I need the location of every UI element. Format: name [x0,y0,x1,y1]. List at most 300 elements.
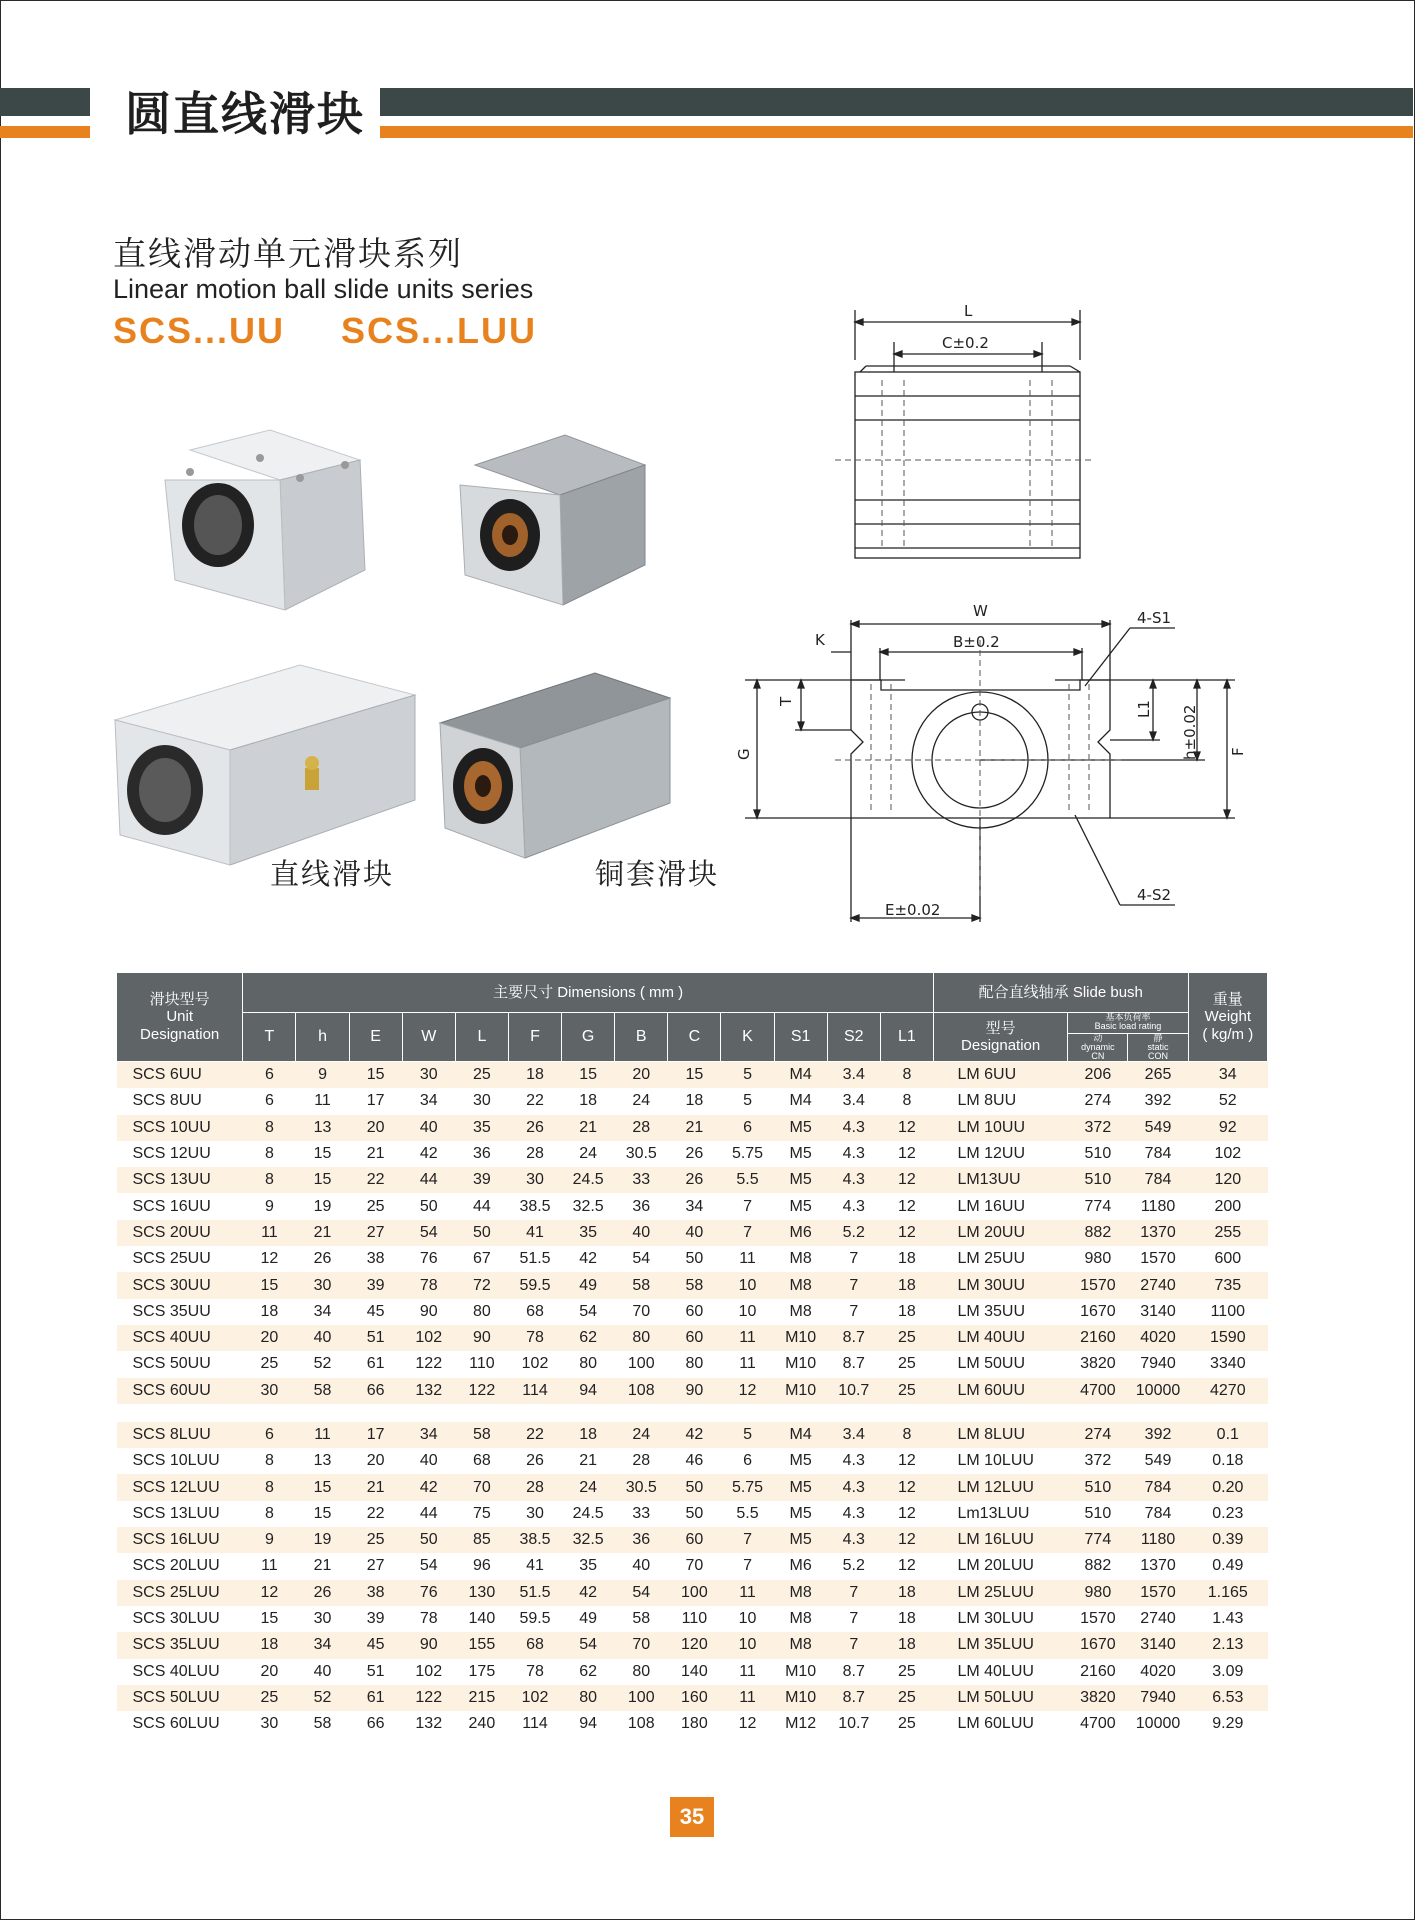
table-cell: 10 [721,1606,774,1632]
table-cell: M8 [774,1299,827,1325]
table-cell: 140 [455,1606,508,1632]
table-cell: M6 [774,1220,827,1246]
table-cell: 120 [1188,1167,1267,1193]
table-cell: 12 [721,1378,774,1404]
table-cell: 12 [880,1553,933,1579]
table-cell: SCS 50LUU [117,1685,243,1711]
table-cell: 35 [562,1553,615,1579]
table-cell: SCS 35LUU [117,1632,243,1658]
th-static: 静 static CON [1147,1033,1169,1061]
table-row [117,1448,1268,1474]
table-cell: 36 [615,1193,668,1219]
table-cell: 0.39 [1188,1527,1267,1553]
table-cell: 30.5 [615,1474,668,1500]
table-cell: SCS 30UU [117,1272,243,1298]
table-cell: 18 [880,1632,933,1658]
table-cell: 11 [721,1351,774,1377]
table-cell: 200 [1188,1193,1267,1219]
dim-label-l: L [964,302,973,320]
table-cell: 0.23 [1188,1501,1267,1527]
table-cell: 12 [880,1448,933,1474]
table-cell: 6 [243,1062,296,1089]
table-cell: 38.5 [508,1527,561,1553]
table-cell: 6 [721,1115,774,1141]
table-cell: M5 [774,1474,827,1500]
table-cell: 62 [562,1659,615,1685]
table-cell: 40 [615,1553,668,1579]
table-cell: 11 [296,1088,349,1114]
table-cell: 7 [827,1580,880,1606]
table-cell: 20 [615,1062,668,1089]
table-cell: 49 [562,1606,615,1632]
table-cell: 34 [1188,1062,1267,1089]
table-cell: 20 [349,1448,402,1474]
table-cell: 114 [508,1711,561,1737]
table-cell: M5 [774,1141,827,1167]
table-cell: 21 [296,1220,349,1246]
table-cell: 35 [562,1220,615,1246]
table-cell: 58 [668,1272,721,1298]
table-cell: 40 [296,1325,349,1351]
table-cell: 12 [880,1115,933,1141]
table-cell: 38 [349,1580,402,1606]
spec-table-body [117,1062,1268,1738]
table-cell: 175 [455,1659,508,1685]
table-cell: 26 [296,1246,349,1272]
table-cell: 25 [880,1685,933,1711]
table-cell: 15 [562,1062,615,1089]
table-cell: LM 60UU [933,1378,1067,1404]
table-cell: 2160 [1068,1325,1128,1351]
table-cell: 21 [296,1553,349,1579]
table-cell: 12 [880,1474,933,1500]
table-row [117,1325,1268,1351]
table-cell: 7 [827,1606,880,1632]
table-row [117,1115,1268,1141]
table-cell: LM 40LUU [933,1659,1067,1685]
table-cell: 42 [402,1474,455,1500]
table-cell: 49 [562,1272,615,1298]
table-cell: 59.5 [508,1272,561,1298]
table-cell: 24.5 [562,1167,615,1193]
drawing-top-view [830,300,1100,570]
table-cell: 0.18 [1188,1448,1267,1474]
table-row [117,1378,1268,1404]
table-cell: 15 [243,1272,296,1298]
table-cell: M5 [774,1193,827,1219]
table-row [117,1220,1268,1246]
table-row [117,1632,1268,1658]
table-cell: 80 [562,1685,615,1711]
th-col-s1: S1 [774,1013,827,1062]
table-cell: 26 [296,1580,349,1606]
table-cell: 6 [243,1088,296,1114]
table-cell: M12 [774,1711,827,1737]
dim-label-b: B±0.2 [953,633,1000,651]
table-cell: SCS 60LUU [117,1711,243,1737]
table-cell: 54 [562,1299,615,1325]
table-cell: 510 [1068,1474,1128,1500]
table-cell: 18 [880,1580,933,1606]
table-cell: 18 [243,1299,296,1325]
caption-linear-slide: 直线滑块 [270,857,395,891]
table-cell: SCS 40LUU [117,1659,243,1685]
table-cell: LM 50LUU [933,1685,1067,1711]
table-cell: 15 [296,1474,349,1500]
th-dynamic: 动 dynamic CN [1068,1034,1128,1061]
table-cell: 18 [508,1062,561,1089]
th-slide-bush: 配合直线轴承 Slide bush [933,973,1188,1013]
table-cell: 15 [296,1167,349,1193]
table-cell: 30 [296,1606,349,1632]
table-cell: 102 [402,1659,455,1685]
table-cell: 24 [562,1474,615,1500]
table-cell: 5.75 [721,1474,774,1500]
table-cell: M8 [774,1632,827,1658]
table-cell: 215 [455,1685,508,1711]
table-cell: 140 [668,1659,721,1685]
th-dimensions: 主要尺寸 Dimensions ( mm ) [243,973,934,1013]
dim-label-e: E±0.02 [885,901,941,919]
chapter-title: 圆直线滑块 [110,82,380,146]
table-cell: 1.165 [1188,1580,1267,1606]
table-cell: 12 [880,1141,933,1167]
th-bush-designation: 型号 Designation [933,1013,1067,1062]
table-cell: 9 [243,1193,296,1219]
table-cell: 3820 [1068,1685,1128,1711]
table-cell: 76 [402,1246,455,1272]
table-cell: 27 [349,1553,402,1579]
table-cell: 25 [455,1062,508,1089]
table-cell: 11 [721,1685,774,1711]
table-cell: 92 [1188,1115,1267,1141]
table-cell: 7 [721,1527,774,1553]
table-cell: 12 [880,1220,933,1246]
table-cell: 1570 [1068,1272,1128,1298]
table-cell: M5 [774,1167,827,1193]
table-cell: 30 [508,1501,561,1527]
table-cell: 549 [1128,1448,1188,1474]
table-cell: 5.75 [721,1141,774,1167]
table-cell: 980 [1068,1246,1128,1272]
dim-label-h: h±0.02 [1181,704,1199,760]
table-cell: 2.13 [1188,1632,1267,1658]
table-cell: 108 [615,1378,668,1404]
table-cell: 4700 [1068,1711,1128,1737]
table-cell: 122 [455,1378,508,1404]
table-cell: 50 [402,1193,455,1219]
table-cell: 180 [668,1711,721,1737]
table-cell: LM 60LUU [933,1711,1067,1737]
table-cell: 42 [668,1422,721,1448]
table-cell: M10 [774,1351,827,1377]
table-cell: 8.7 [827,1659,880,1685]
table-cell: 6 [243,1422,296,1448]
table-cell: 7 [721,1553,774,1579]
table-cell: 510 [1068,1167,1128,1193]
table-cell: 68 [508,1299,561,1325]
table-cell: 68 [508,1632,561,1658]
table-cell: 774 [1068,1193,1128,1219]
table-cell: 34 [668,1193,721,1219]
table-cell: 11 [243,1220,296,1246]
table-cell: 18 [880,1246,933,1272]
table-cell: 70 [615,1299,668,1325]
spec-table [116,972,1268,1737]
table-cell: 4700 [1068,1378,1128,1404]
table-cell: 735 [1188,1272,1267,1298]
table-cell: 26 [508,1115,561,1141]
table-cell: 54 [402,1220,455,1246]
table-cell: 3.4 [827,1422,880,1448]
th-load-rating: 基本负荷率 Basic load rating 动 dynamic CN 静 static CON [1068,1013,1188,1062]
table-cell: 33 [615,1501,668,1527]
table-cell: 132 [402,1711,455,1737]
table-cell: SCS 10LUU [117,1448,243,1474]
table-cell: 54 [615,1580,668,1606]
table-cell: 38 [349,1246,402,1272]
table-cell: 20 [349,1115,402,1141]
table-cell: 100 [615,1685,668,1711]
table-cell: 1570 [1068,1606,1128,1632]
table-cell: 1570 [1128,1246,1188,1272]
th-col-h: h [296,1013,349,1062]
table-cell: 11 [296,1422,349,1448]
table-cell: 68 [455,1448,508,1474]
table-cell: 100 [615,1351,668,1377]
table-cell: 59.5 [508,1606,561,1632]
table-cell: 372 [1068,1448,1128,1474]
page-number: 35 [670,1797,714,1837]
header-band-orange-right [378,126,1413,138]
table-cell: 0.49 [1188,1553,1267,1579]
table-cell: 274 [1068,1422,1128,1448]
table-cell: 96 [455,1553,508,1579]
table-cell: SCS 12LUU [117,1474,243,1500]
table-cell: 7 [827,1299,880,1325]
table-cell: LM 10UU [933,1115,1067,1141]
table-cell: LM 25LUU [933,1580,1067,1606]
th-col-c: C [668,1013,721,1062]
table-cell: 21 [562,1448,615,1474]
table-cell: LM 30UU [933,1272,1067,1298]
table-cell: 8.7 [827,1351,880,1377]
table-cell: M5 [774,1527,827,1553]
header-band-dark-right [378,88,1413,116]
table-cell: 8 [880,1088,933,1114]
table-cell: M5 [774,1501,827,1527]
table-cell: 9 [243,1527,296,1553]
table-cell: SCS 6UU [117,1062,243,1089]
table-cell: 25 [880,1711,933,1737]
table-cell: SCS 13UU [117,1167,243,1193]
table-cell: 1670 [1068,1299,1128,1325]
table-cell: LM 50UU [933,1351,1067,1377]
table-cell: 11 [721,1659,774,1685]
table-cell: 10 [721,1632,774,1658]
table-cell: 784 [1128,1474,1188,1500]
table-cell: 52 [1188,1088,1267,1114]
table-cell: 30 [402,1062,455,1089]
table-cell: LM 16UU [933,1193,1067,1219]
table-cell: 3.4 [827,1088,880,1114]
table-cell: 122 [402,1685,455,1711]
table-cell: 15 [296,1141,349,1167]
table-cell: 51 [349,1659,402,1685]
table-cell: 12 [880,1527,933,1553]
photo-scs-uu-bronze [455,425,655,615]
table-cell: 980 [1068,1580,1128,1606]
table-cell: 45 [349,1299,402,1325]
photo-scs-luu-aluminum [110,650,420,875]
table-cell: 28 [508,1141,561,1167]
table-cell: 8 [243,1501,296,1527]
table-cell: 51.5 [508,1246,561,1272]
table-row [117,1351,1268,1377]
table-cell: 1370 [1128,1220,1188,1246]
table-cell: 1.43 [1188,1606,1267,1632]
table-cell: 54 [562,1632,615,1658]
table-cell: 12 [880,1193,933,1219]
table-cell: LM 35UU [933,1299,1067,1325]
table-cell: 3140 [1128,1632,1188,1658]
table-cell: 80 [668,1351,721,1377]
table-cell: 78 [508,1325,561,1351]
table-cell: M10 [774,1325,827,1351]
table-cell: 882 [1068,1220,1128,1246]
table-cell: 1180 [1128,1527,1188,1553]
table-cell: 0.1 [1188,1422,1267,1448]
table-cell: 50 [668,1501,721,1527]
drawing-front-view [735,600,1255,930]
table-cell: 44 [455,1193,508,1219]
table-cell: 784 [1128,1167,1188,1193]
table-cell: 38.5 [508,1193,561,1219]
table-cell: 8 [243,1474,296,1500]
th-col-t: T [243,1013,296,1062]
table-cell: SCS 10UU [117,1115,243,1141]
table-cell: 21 [562,1115,615,1141]
table-cell: 10 [721,1272,774,1298]
table-cell: 80 [455,1299,508,1325]
table-cell: 5.2 [827,1553,880,1579]
table-cell: 17 [349,1422,402,1448]
table-cell: 28 [615,1115,668,1141]
table-cell: 94 [562,1378,615,1404]
table-cell: 4.3 [827,1193,880,1219]
th-col-k: K [721,1013,774,1062]
table-cell: 58 [296,1378,349,1404]
table-cell: 10000 [1128,1378,1188,1404]
table-cell: 90 [402,1299,455,1325]
table-cell: 102 [1188,1141,1267,1167]
table-cell: 8 [880,1422,933,1448]
table-cell: 0.20 [1188,1474,1267,1500]
table-row [117,1606,1268,1632]
th-col-w: W [402,1013,455,1062]
table-cell: 25 [880,1351,933,1377]
table-cell: 19 [296,1193,349,1219]
table-cell: 12 [880,1167,933,1193]
table-cell: 8 [243,1141,296,1167]
table-cell: SCS 16UU [117,1193,243,1219]
table-cell: 3.09 [1188,1659,1267,1685]
th-unit-designation: 滑块型号 Unit Designation [117,973,243,1062]
table-cell: 54 [402,1553,455,1579]
table-cell: 18 [880,1299,933,1325]
table-cell: 61 [349,1685,402,1711]
table-cell: LM 20UU [933,1220,1067,1246]
table-cell: 39 [455,1167,508,1193]
table-row [117,1501,1268,1527]
table-row [117,1193,1268,1219]
table-row [117,1299,1268,1325]
series-title-en: Linear motion ball slide units series [113,274,534,304]
table-section-gap [117,1404,1268,1422]
table-cell: 22 [508,1422,561,1448]
table-cell: 1670 [1068,1632,1128,1658]
photo-scs-luu-bronze [435,668,675,868]
series-title-cn: 直线滑动单元滑块系列 [113,234,463,273]
table-cell: 4.3 [827,1167,880,1193]
table-cell: 45 [349,1632,402,1658]
table-cell: 9 [296,1062,349,1089]
table-cell: 30 [296,1272,349,1298]
table-cell: 4020 [1128,1659,1188,1685]
table-cell: 40 [296,1659,349,1685]
table-cell: 8 [243,1115,296,1141]
table-cell: SCS 30LUU [117,1606,243,1632]
table-cell: M5 [774,1448,827,1474]
table-cell: 5 [721,1088,774,1114]
dim-label-s2: 4-S2 [1137,886,1172,904]
table-cell: 7 [721,1193,774,1219]
table-cell: 20 [243,1325,296,1351]
table-cell: 46 [668,1448,721,1474]
table-cell: 8.7 [827,1325,880,1351]
table-cell: 102 [402,1325,455,1351]
table-cell: 75 [455,1501,508,1527]
table-cell: 1100 [1188,1299,1267,1325]
table-cell: 8 [880,1062,933,1089]
table-cell: 26 [668,1141,721,1167]
table-cell: 76 [402,1580,455,1606]
table-cell: 85 [455,1527,508,1553]
table-row [117,1246,1268,1272]
table-cell: 7 [827,1272,880,1298]
table-cell: 102 [508,1685,561,1711]
table-cell: 42 [562,1580,615,1606]
table-cell: 58 [296,1711,349,1737]
table-cell: 72 [455,1272,508,1298]
table-cell: 8 [243,1167,296,1193]
table-cell: 9.29 [1188,1711,1267,1737]
table-cell: 240 [455,1711,508,1737]
table-cell: 11 [243,1553,296,1579]
table-cell: 35 [455,1115,508,1141]
table-cell: 51 [349,1325,402,1351]
table-cell: 4270 [1188,1378,1267,1404]
table-cell: 90 [402,1632,455,1658]
table-row [117,1422,1268,1448]
model-scs-luu: SCS...LUU [341,310,538,351]
table-cell: 62 [562,1325,615,1351]
table-cell: 54 [615,1246,668,1272]
table-cell: SCS 8LUU [117,1422,243,1448]
table-cell: 102 [508,1351,561,1377]
th-col-s2: S2 [827,1013,880,1062]
table-cell: 25 [880,1659,933,1685]
